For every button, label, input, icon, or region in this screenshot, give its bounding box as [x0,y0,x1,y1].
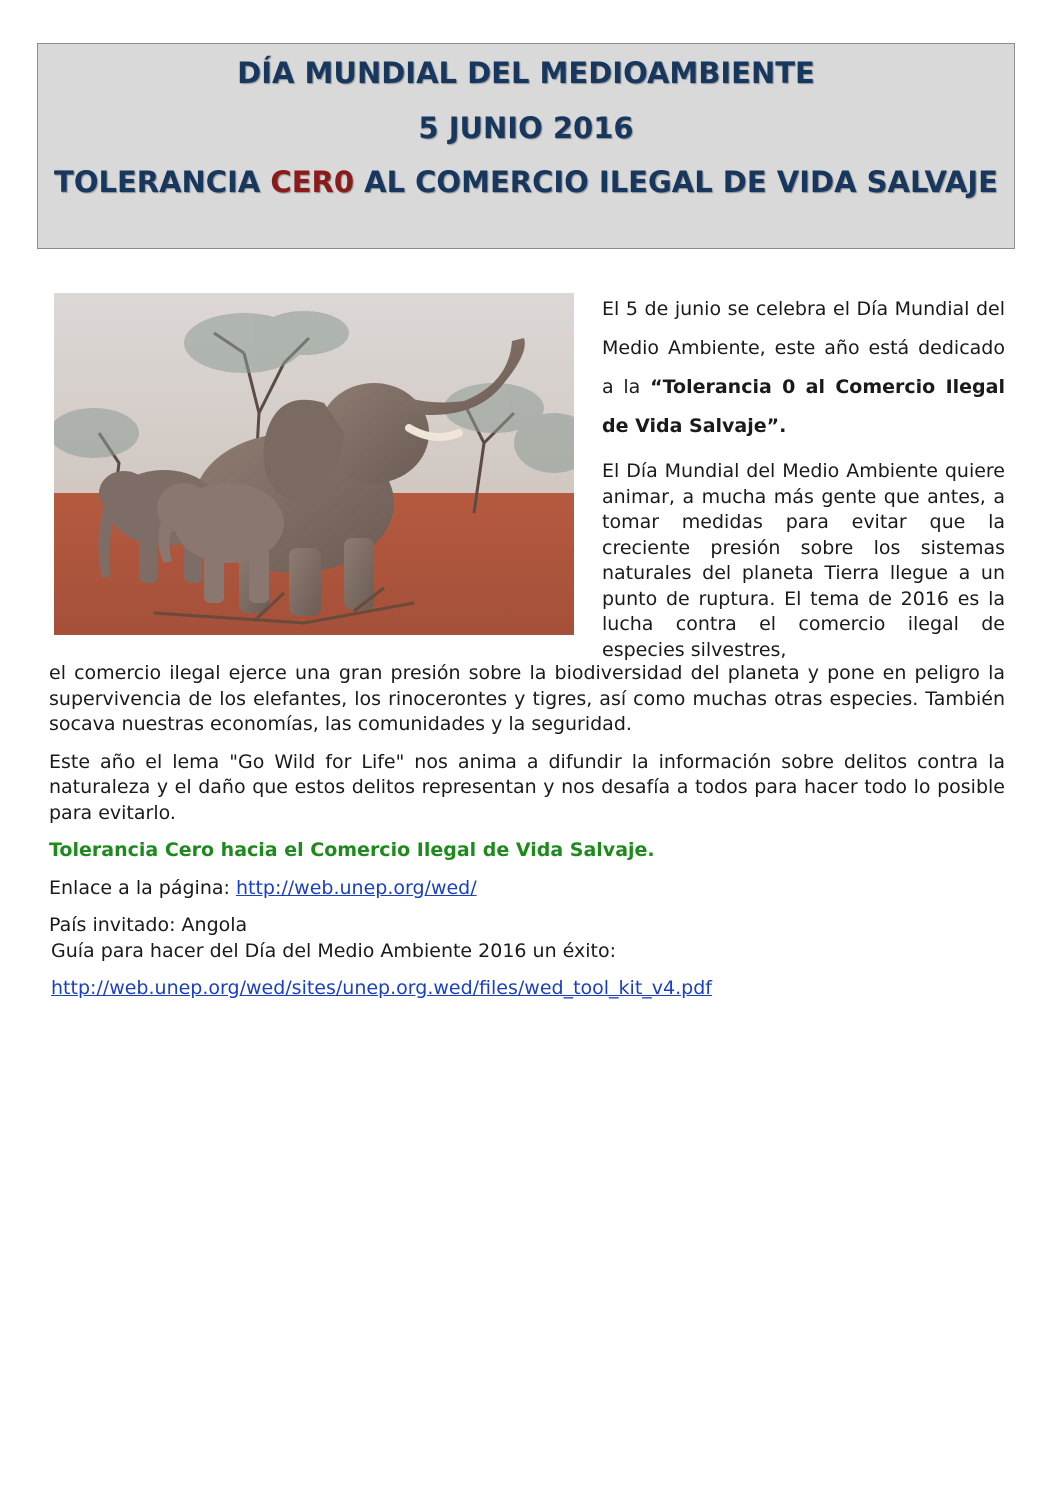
main-body [49,661,1005,1002]
intro-paragraph [602,290,1005,446]
toolkit-pdf-link[interactable]: http://web.unep.org/wed/sites/unep.org.wed/files/wed_tool_kit_v4.pdf [51,977,712,999]
guest-country: País invitado: Angola [49,914,248,936]
paragraph-2: El Día Mundial del Medio Ambiente quiere animar, a mucha más gente que antes, a tomar medidas para evitar que la creciente presión sobre los sistemas naturales del planeta Tierra llegue a un punto de ruptura. El tema de 2016 es la lucha contra el comercio ilegal de especies silvestres, [602,460,1005,661]
intro-text: El 5 de junio se celebra el Día Mundial del Medio Ambiente, este año está dedicado a la [602,298,1005,398]
title-accent: CER0 [270,165,355,199]
link-label: Enlace a la página: [49,876,236,899]
slogan: Tolerancia Cero hacia el Comercio Ilegal de Vida Salvaje. [49,839,655,861]
title-line-3 [38,165,1014,199]
guide-label: Guía para hacer del Día del Medio Ambiente 2016 un éxito: [51,939,617,962]
title-line-1: DÍA MUNDIAL DEL MEDIOAMBIENTE [237,56,815,90]
link-line-2 [49,976,1005,1002]
intro-column [602,290,1005,663]
paragraph-3: Este año el lema "Go Wild for Life" nos anima a difundir la información sobre delitos contra la naturaleza y el daño que estos delitos representan y nos desafía a todos para hacer todo lo posible para evitarlo. [49,750,1005,824]
title-line-2: 5 JUNIO 2016 [418,111,634,145]
unep-wed-link[interactable]: http://web.unep.org/wed/ [235,876,477,899]
intro-bold: “Tolerancia 0 al Comercio Ilegal de Vida Salvaje”. [602,376,1005,437]
title-post: AL COMERCIO ILEGAL DE VIDA SALVAJE [354,165,998,199]
paragraph-2-continued: el comercio ilegal ejerce una gran presión sobre la biodiversidad del planeta y pone en peligro la supervivencia de los elefantes, los rinocerontes y tigres, así como muchas otras especies. También socava nuestras economías, las comunidades y la seguridad. [49,662,1005,735]
link-line-1 [49,876,1005,902]
elephants-photo [54,293,574,635]
title-pre: TOLERANCIA [54,165,271,199]
title-box [37,43,1015,249]
